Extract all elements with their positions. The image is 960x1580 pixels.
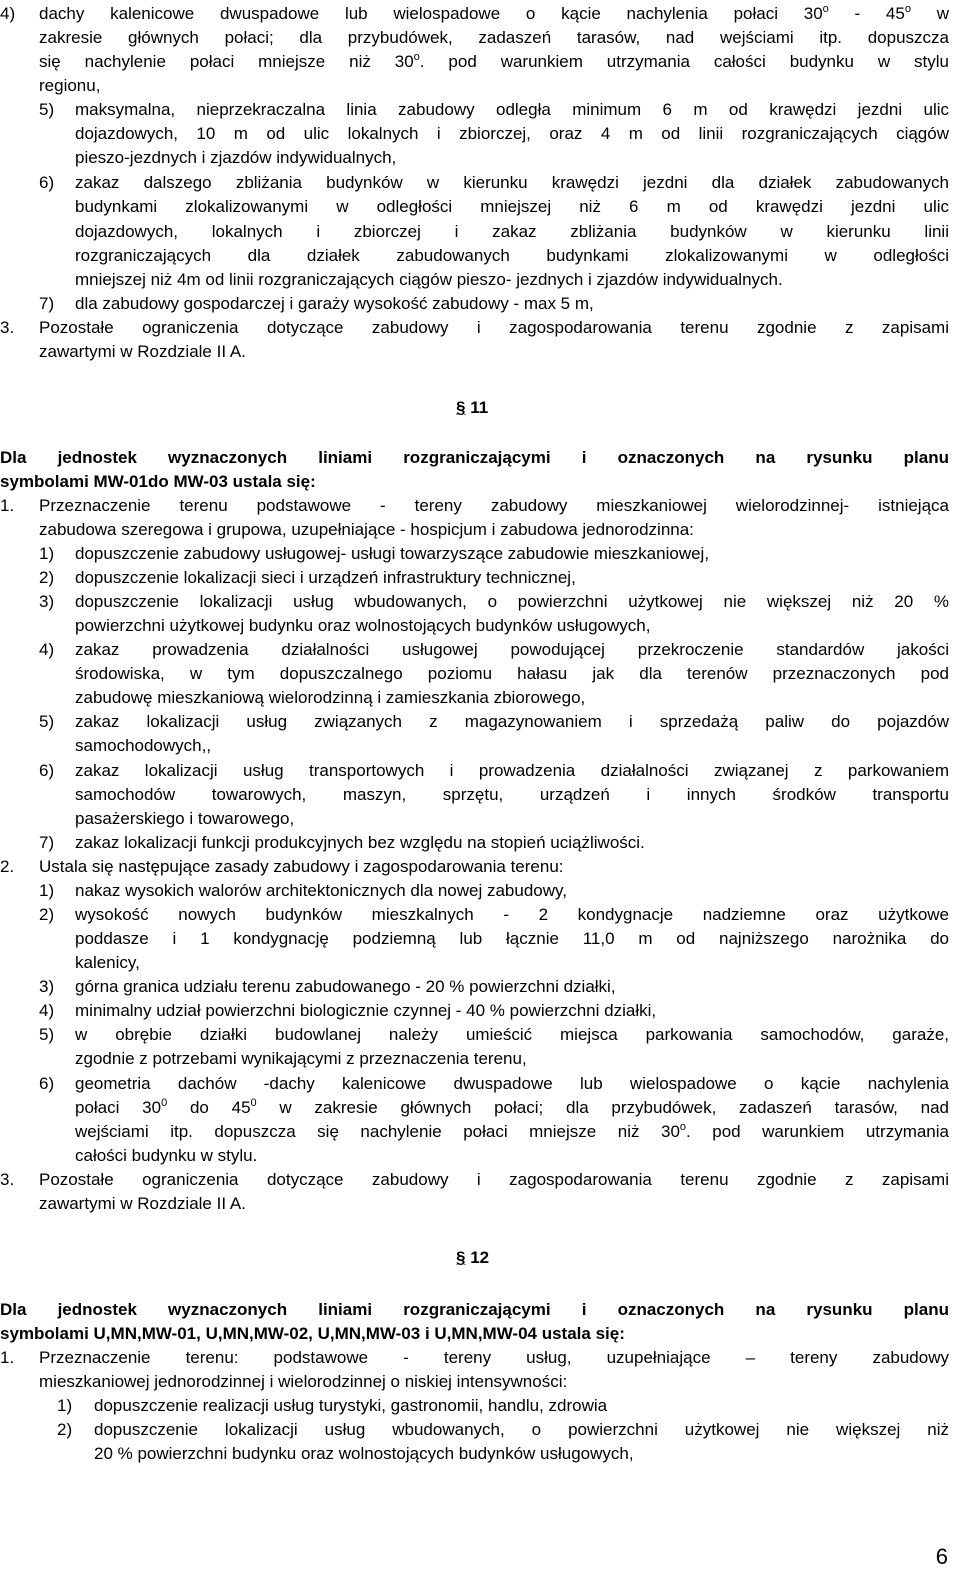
text-line: górna granica udziału terenu zabudowanego - 20 % powierzchni działki, <box>75 977 616 996</box>
text-line: dopuszczenie lokalizacji usług wbudowanych, o powierzchni użytkowej nie większej niż <box>94 1420 949 1439</box>
page-number: 6 <box>935 1544 948 1569</box>
item-number: 5) <box>39 712 55 731</box>
text-line: dopuszczenie lokalizacji sieci i urządzeń infrastruktury technicznej, <box>75 568 576 587</box>
text-line: się nachylenie połaci mniejsze niż 30$^o$. pod warunkiem utrzymania całości budynku w stylu <box>39 51 949 71</box>
text-line: budynkami zlokalizowanymi w odległości mniejszej niż 6 m od krawędzi jezdni ulic <box>75 197 949 216</box>
item-number: 1) <box>39 881 55 900</box>
text-line: dopuszczenie zabudowy usługowej- usługi towarzyszące zabudowie mieszkaniowej, <box>75 544 710 563</box>
text-line: pasażerskiego i towarowego, <box>75 809 295 828</box>
section-title: symbolami MW-01do MW-03 ustala się: <box>0 472 316 491</box>
text-line: dojazdowych, lokalnych i zbiorczej i zakaz zbliżania budynków w kierunku linii <box>75 222 949 241</box>
item-number: 3. <box>0 1170 15 1189</box>
text-line: całości budynku w stylu. <box>75 1146 258 1165</box>
text-line: samochodów towarowych, maszyn, sprzętu, urządzeń i innych środków transportu <box>75 785 949 804</box>
text-line: zabudowę mieszkaniową wielorodzinną i zamieszkania zbiorowego, <box>75 688 586 707</box>
item-number: 5) <box>39 1025 55 1044</box>
section-title: symbolami U,MN,MW-01, U,MN,MW-02, U,MN,MW-03 i U,MN,MW-04 ustala się: <box>0 1324 625 1343</box>
item-number: 3) <box>39 977 55 996</box>
text-line: zakresie głównych połaci; dla przybudówek, zadaszeń tarasów, nad wejściami itp. dopuszcza <box>39 28 949 47</box>
text-line: zabudowa szeregowa i grupowa, uzupełniające - hospicjum i zabudowa jednorodzinna: <box>39 520 694 539</box>
text-line: zakaz lokalizacji usług transportowych i prowadzenia działalności związanej z parkowaniem <box>75 761 949 780</box>
text-line: samochodowych,, <box>75 736 212 755</box>
item-number: 3) <box>39 592 55 611</box>
text-line: zakaz prowadzenia działalności usługowej powodującej przekroczenie standardów jakości <box>75 640 949 659</box>
text-line: zakaz lokalizacji funkcji produkcyjnych bez względu na stopień uciążliwości. <box>75 833 645 852</box>
item-number: 6) <box>39 761 55 780</box>
item-number: 4) <box>39 1001 55 1020</box>
item-number: 6) <box>39 1074 55 1093</box>
text-line: w obrębie działki budowlanej należy umieścić miejsca parkowania samochodów, garaże, <box>75 1025 949 1044</box>
item-number: 5) <box>39 100 55 119</box>
text-line: minimalny udział powierzchni biologicznie czynnej - 40 % powierzchni działki, <box>75 1001 657 1020</box>
item-number: 6) <box>39 173 55 192</box>
paragraph-symbol: § <box>456 1248 466 1267</box>
text-line: 20 % powierzchni budynku oraz wolnostojących budynków usługowych, <box>94 1444 634 1463</box>
text-line: poddasze i 1 kondygnację podziemną lub łącznie 11,0 m od najniższego narożnika do <box>75 929 949 948</box>
text-line: wysokość nowych budynków mieszkalnych - 2 kondygnacje nadziemne oraz użytkowe <box>75 905 949 924</box>
section-title: Dla jednostek wyznaczonych liniami rozgraniczającymi i oznaczonych na rysunku planu <box>0 448 949 467</box>
text-line: rozgraniczających dla działek zabudowanych budynkami zlokalizowanymi w odległości <box>75 246 949 265</box>
text-line: regionu, <box>39 76 101 95</box>
text-line: zakaz dalszego zbliżania budynków w kierunku krawędzi jezdni dla działek zabudowanych <box>75 173 949 192</box>
text-line: wejściami itp. dopuszcza się nachylenie połaci mniejsze niż 30$^o$. pod warunkiem utrzymania <box>75 1121 949 1141</box>
item-number: 2) <box>57 1420 73 1439</box>
section-heading <box>456 1246 489 1270</box>
text-line: Przeznaczenie terenu podstawowe - tereny zabudowy mieszkaniowej wielorodzinnej- istniejąca <box>39 496 949 515</box>
item-number: 1. <box>0 1348 15 1367</box>
text-line: powierzchni użytkowej budynku oraz wolnostojących budynków usługowych, <box>75 616 651 635</box>
text-line: Pozostałe ograniczenia dotyczące zabudowy i zagospodarowania terenu zgodnie z zapisami <box>39 1170 949 1189</box>
item-number: 2) <box>39 905 55 924</box>
item-number: 3. <box>0 318 15 337</box>
item-number: 4) <box>39 640 55 659</box>
item-number: 2. <box>0 857 15 876</box>
section-title: Dla jednostek wyznaczonych liniami rozgraniczającymi i oznaczonych na rysunku planu <box>0 1300 949 1319</box>
text-line: dopuszczenie lokalizacji usług wbudowanych, o powierzchni użytkowej nie większej niż 20 % <box>75 592 949 611</box>
text-line: dojazdowych, 10 m od ulic lokalnych i zbiorczej, oraz 4 m od linii rozgraniczających ciągów <box>75 124 949 143</box>
item-number: 1) <box>57 1396 73 1415</box>
item-number: 1. <box>0 496 15 515</box>
text-line: geometria dachów -dachy kalenicowe dwuspadowe lub wielospadowe o kącie nachylenia <box>75 1074 949 1093</box>
section-number: 11 <box>470 398 489 417</box>
text-line: Pozostałe ograniczenia dotyczące zabudowy i zagospodarowania terenu zgodnie z zapisami <box>39 318 949 337</box>
text-line: mieszkaniowej jednorodzinnej i wielorodzinnej o niskiej intensywności: <box>39 1372 568 1391</box>
item-number: 2) <box>39 568 55 587</box>
item-number: 7) <box>39 833 55 852</box>
text-line: dla zabudowy gospodarczej i garaży wysokość zabudowy - max 5 m, <box>75 294 594 313</box>
section-number: 12 <box>470 1248 490 1267</box>
paragraph-symbol: § <box>456 398 466 417</box>
text-line: zawartymi w Rozdziale II A. <box>39 1194 246 1213</box>
text-line: pieszo-jezdnych i zjazdów indywidualnych, <box>75 148 397 167</box>
text-line: zawartymi w Rozdziale II A. <box>39 342 246 361</box>
text-line: mniejszej niż 4m od linii rozgraniczających ciągów pieszo- jezdnych i zjazdów indywidualnych. <box>75 270 783 289</box>
section-heading <box>456 396 488 420</box>
text-line: Ustala się następujące zasady zabudowy i zagospodarowania terenu: <box>39 857 564 876</box>
text-line: dachy kalenicowe dwuspadowe lub wielospadowe o kącie nachylenia połaci 30$^o$ - 45$^o$ w <box>39 3 949 23</box>
item-number: 1) <box>39 544 55 563</box>
item-number: 4) <box>0 4 16 23</box>
item-number: 7) <box>39 294 55 313</box>
text-line: Przeznaczenie terenu: podstawowe - tereny usług, uzupełniające – tereny zabudowy <box>39 1348 949 1367</box>
text-line: zakaz lokalizacji usług związanych z magazynowaniem i sprzedażą paliw do pojazdów <box>75 712 949 731</box>
text-line: dopuszczenie realizacji usług turystyki, gastronomii, handlu, zdrowia <box>94 1396 608 1415</box>
text-line: kalenicy, <box>75 953 140 972</box>
text-line: zgodnie z potrzebami wynikającymi z przeznaczenia terenu, <box>75 1049 527 1068</box>
text-line: środowiska, w tym dopuszczalnego poziomu hałasu jak dla terenów przeznaczonych pod <box>75 664 949 683</box>
text-line: maksymalna, nieprzekraczalna linia zabudowy odległa minimum 6 m od krawędzi jezdni ulic <box>75 100 949 119</box>
text-line: połaci $30^0$ do $45^0$ w zakresie głównych połaci; dla przybudówek, zadaszeń tarasów, nad <box>75 1097 949 1117</box>
text-line: nakaz wysokich walorów architektonicznych dla nowej zabudowy, <box>75 881 567 900</box>
